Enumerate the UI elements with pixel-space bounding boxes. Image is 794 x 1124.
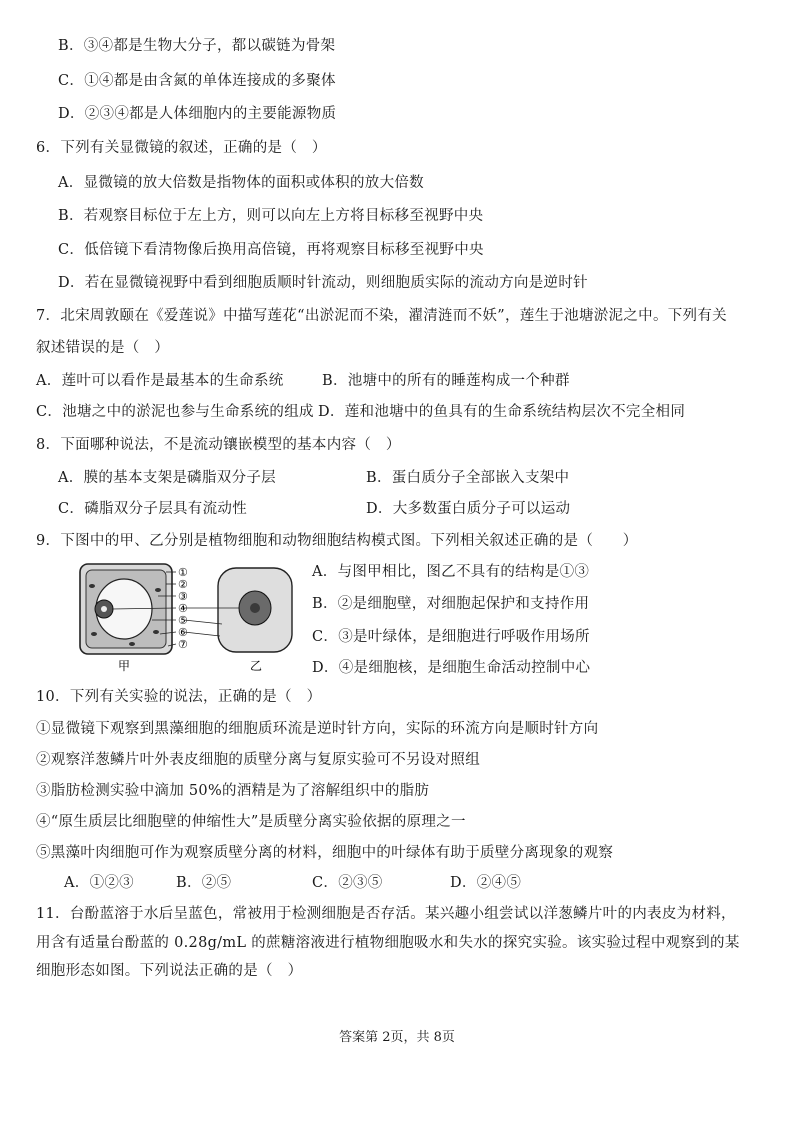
q10-option-b: B．②⑤ (176, 875, 232, 891)
q10-statement-5: ⑤黑藻叶肉细胞可作为观察质壁分离的材料，细胞中的叶绿体有助于质壁分离现象的观察 (36, 845, 614, 861)
label-6: ⑥ (178, 626, 188, 639)
q10-option-c: C．②③⑤ (312, 875, 383, 891)
q8-stem: 8．下面哪种说法，不是流动镶嵌模型的基本内容（ ） (36, 437, 401, 453)
plant-cell-diagram (80, 564, 176, 654)
label-4: ④ (178, 602, 188, 615)
q7-stem-line2: 叙述错误的是（ ） (36, 340, 170, 356)
q8-option-b: B．蛋白质分子全部嵌入支架中 (366, 470, 570, 486)
label-2: ② (178, 578, 188, 591)
structure-number-labels (178, 566, 188, 651)
q10-option-a: A．①②③ (64, 875, 134, 891)
q5-option-b: B．③④都是生物大分子，都以碳链为骨架 (58, 38, 336, 54)
q7-option-d: D．莲和池塘中的鱼具有的生命系统结构层次不完全相同 (318, 404, 686, 420)
q11-line1: 11．台酚蓝溶于水后呈蓝色，常被用于检测细胞是否存活。某兴趣小组尝试以洋葱鳞片叶的内表皮为材料， (36, 906, 736, 922)
q8-option-a: A．膜的基本支架是磷脂双分子层 (58, 470, 276, 486)
q10-statement-3: ③脂肪检测实验中滴加 50%的酒精是为了溶解组织中的脂肪 (36, 783, 430, 799)
animal-cell-diagram (184, 568, 292, 652)
q10-statement-1: ①显微镜下观察到黑藻细胞的细胞质环流是逆时针方向，实际的环流方向是顺时针方向 (36, 721, 599, 737)
q5-option-d: D．②③④都是人体细胞内的主要能源物质 (58, 106, 337, 122)
cell-diagram-figure (72, 560, 302, 674)
q7-option-a: A．莲叶可以看作是最基本的生命系统 (36, 373, 284, 389)
q11-line2: 用含有适量台酚蓝的 0.28g/mL 的蔗糖溶液进行植物细胞吸水和失水的探究实验。该实验过程中观察到的某 (36, 935, 740, 951)
page-footer: 答案第 2页，共 8页 (339, 1030, 455, 1045)
q9-option-b: B．②是细胞壁，对细胞起保护和支持作用 (312, 596, 590, 612)
q6-option-d: D．若在显微镜视野中看到细胞质顺时针流动，则细胞质实际的流动方向是逆时针 (58, 275, 588, 291)
q10-stem: 10．下列有关实验的说法，正确的是（ ） (36, 689, 322, 705)
label-7: ⑦ (178, 638, 188, 651)
q7-stem-line1: 7．北宋周敦颐在《爱莲说》中描写莲花“出淤泥而不染，濯清涟而不妖”，莲生于池塘淤泥之中。下列有关 (36, 308, 727, 324)
q8-option-c: C．磷脂双分子层具有流动性 (58, 501, 247, 517)
label-1: ① (178, 566, 188, 579)
q6-option-b: B．若观察目标位于左上方，则可以向左上方将目标移至视野中央 (58, 208, 484, 224)
q8-option-d: D．大多数蛋白质分子可以运动 (366, 501, 571, 517)
q9-stem: 9．下图中的甲、乙分别是植物细胞和动物细胞结构模式图。下列相关叙述正确的是（ ） (36, 533, 638, 549)
q7-option-c: C．池塘之中的淤泥也参与生命系统的组成 (36, 404, 314, 420)
q9-option-c: C．③是叶绿体，是细胞进行呼吸作用场所 (312, 629, 590, 645)
q5-option-c: C．①④都是由含氮的单体连接成的多聚体 (58, 73, 336, 89)
label-jia: 甲 (118, 659, 131, 673)
label-5: ⑤ (178, 614, 188, 627)
q7-option-b: B．池塘中的所有的睡莲构成一个种群 (322, 373, 570, 389)
q6-option-c: C．低倍镜下看清物像后换用高倍镜，再将观察目标移至视野中央 (58, 242, 484, 258)
q10-statement-4: ④“原生质层比细胞壁的伸缩性大”是质壁分离实验依据的原理之一 (36, 814, 466, 830)
q6-stem: 6．下列有关显微镜的叙述，正确的是（ ） (36, 140, 327, 156)
label-3: ③ (178, 590, 188, 603)
label-yi: 乙 (250, 659, 263, 673)
q10-statement-2: ②观察洋葱鳞片叶外表皮细胞的质壁分离与复原实验可不另设对照组 (36, 752, 480, 768)
q9-option-a: A．与图甲相比，图乙不具有的结构是①③ (312, 564, 590, 580)
q9-option-d: D．④是细胞核，是细胞生命活动控制中心 (312, 660, 591, 676)
q11-line3: 细胞形态如图。下列说法正确的是（ ） (36, 963, 303, 979)
q6-option-a: A．显微镜的放大倍数是指物体的面积或体积的放大倍数 (58, 175, 424, 191)
q10-option-d: D．②④⑤ (450, 875, 522, 891)
